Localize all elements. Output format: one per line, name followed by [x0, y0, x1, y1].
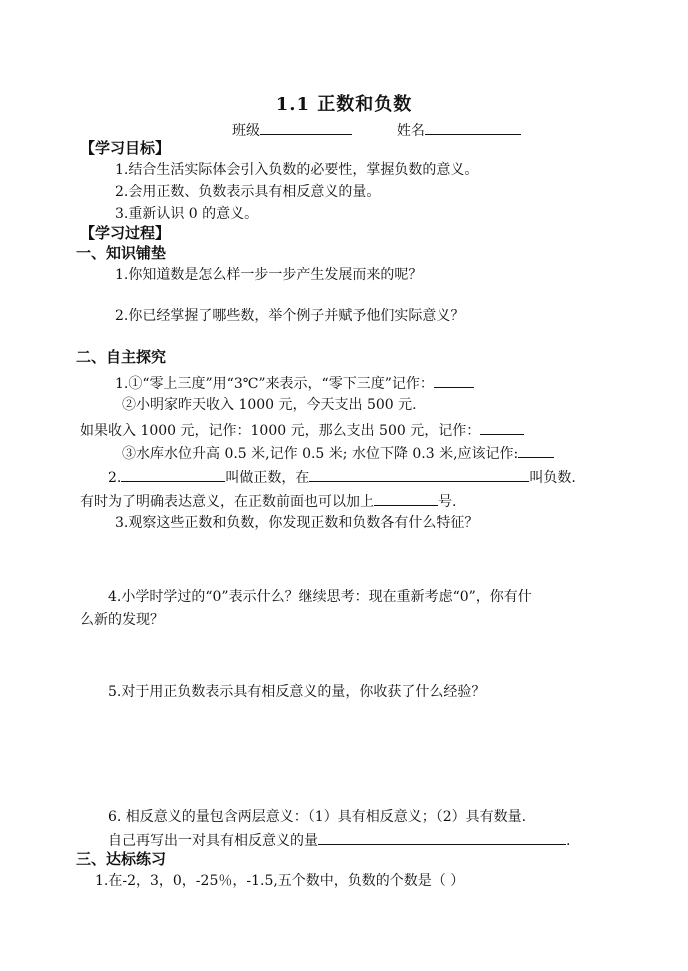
question-text: 1.你知道数是怎么样一步一步产生发展而来的呢？ [115, 267, 423, 283]
answer-blank[interactable] [518, 443, 554, 458]
question-text: ③水库水位升高 0.5 米,记作 0.5 米; 水位下降 0.3 米,应该记作: [122, 446, 519, 462]
class-blank[interactable] [260, 120, 352, 135]
answer-blank[interactable] [121, 467, 225, 482]
part1-heading: 一、知识铺垫 [76, 244, 167, 262]
question-text: 自己再写出一对具有相反意义的量 [108, 833, 318, 849]
question-text: . [566, 833, 571, 849]
answer-blank[interactable] [434, 373, 474, 388]
question-line [80, 491, 456, 511]
question-text: 5.对于用正负数表示具有相反意义的量，你收获了什么经验？ [108, 684, 486, 700]
question-text: 叫做正数，在 [225, 470, 310, 486]
question-line [122, 443, 554, 463]
question-text: 有时为了明确表达意义，在正数前面也可以加上 [80, 494, 374, 510]
question-text: 号. [438, 494, 457, 510]
goal-item: 1.结合生活实际体会引入负数的必要性，掌握负数的意义。 [115, 162, 479, 178]
answer-blank[interactable] [374, 491, 438, 506]
question-text: 2. [108, 470, 122, 486]
question-text: 1.在-2，3，0，-25％，-1.5,五个数中，负数的个数是（ ） [95, 873, 465, 889]
part2-heading: 二、自主探究 [76, 348, 167, 366]
question-text: 2.你已经掌握了哪些数，举个例子并赋予他们实际意义？ [115, 308, 465, 324]
question-text: 3.观察这些正数和负数，你发现正数和负数各有什么特征？ [115, 515, 479, 531]
question-text: 6. 相反意义的量包含两层意义：（1）具有相反意义；（2）具有数量. [108, 809, 527, 825]
goal-item: 3.重新认识 0 的意义。 [115, 206, 259, 222]
question-line [80, 420, 524, 440]
question-line [108, 830, 570, 850]
answer-blank[interactable] [318, 830, 566, 845]
question-line [108, 467, 576, 487]
page-title: 1.1 正数和负数 [275, 94, 413, 115]
name-blank[interactable] [425, 120, 521, 135]
answer-blank[interactable] [480, 420, 524, 435]
question-text: 叫负数. [529, 470, 576, 486]
question-text: ②小明家昨天收入 1000 元，今天支出 500 元. [122, 397, 417, 413]
name-label: 姓名 [396, 123, 425, 139]
question-text: 么新的发现？ [80, 612, 164, 628]
goal-item: 2.会用正数、负数表示具有相反意义的量。 [115, 184, 381, 200]
question-text: 如果收入 1000 元，记作：1000 元，那么支出 500 元，记作： [80, 423, 481, 439]
part3-heading: 三、达标练习 [76, 850, 167, 868]
goals-heading: 【学习目标】 [80, 139, 171, 157]
answer-blank[interactable] [309, 467, 529, 482]
class-label: 班级 [232, 123, 260, 139]
process-heading: 【学习过程】 [80, 224, 171, 242]
question-line [115, 373, 474, 393]
question-text: 4.小学时学过的“0”表示什么？继续思考：现在重新考虑“0”，你有什 [108, 589, 532, 605]
question-text: 1.①“零上三度”用“3℃”来表示，“零下三度”记作： [115, 376, 434, 392]
class-name-header [232, 120, 521, 140]
